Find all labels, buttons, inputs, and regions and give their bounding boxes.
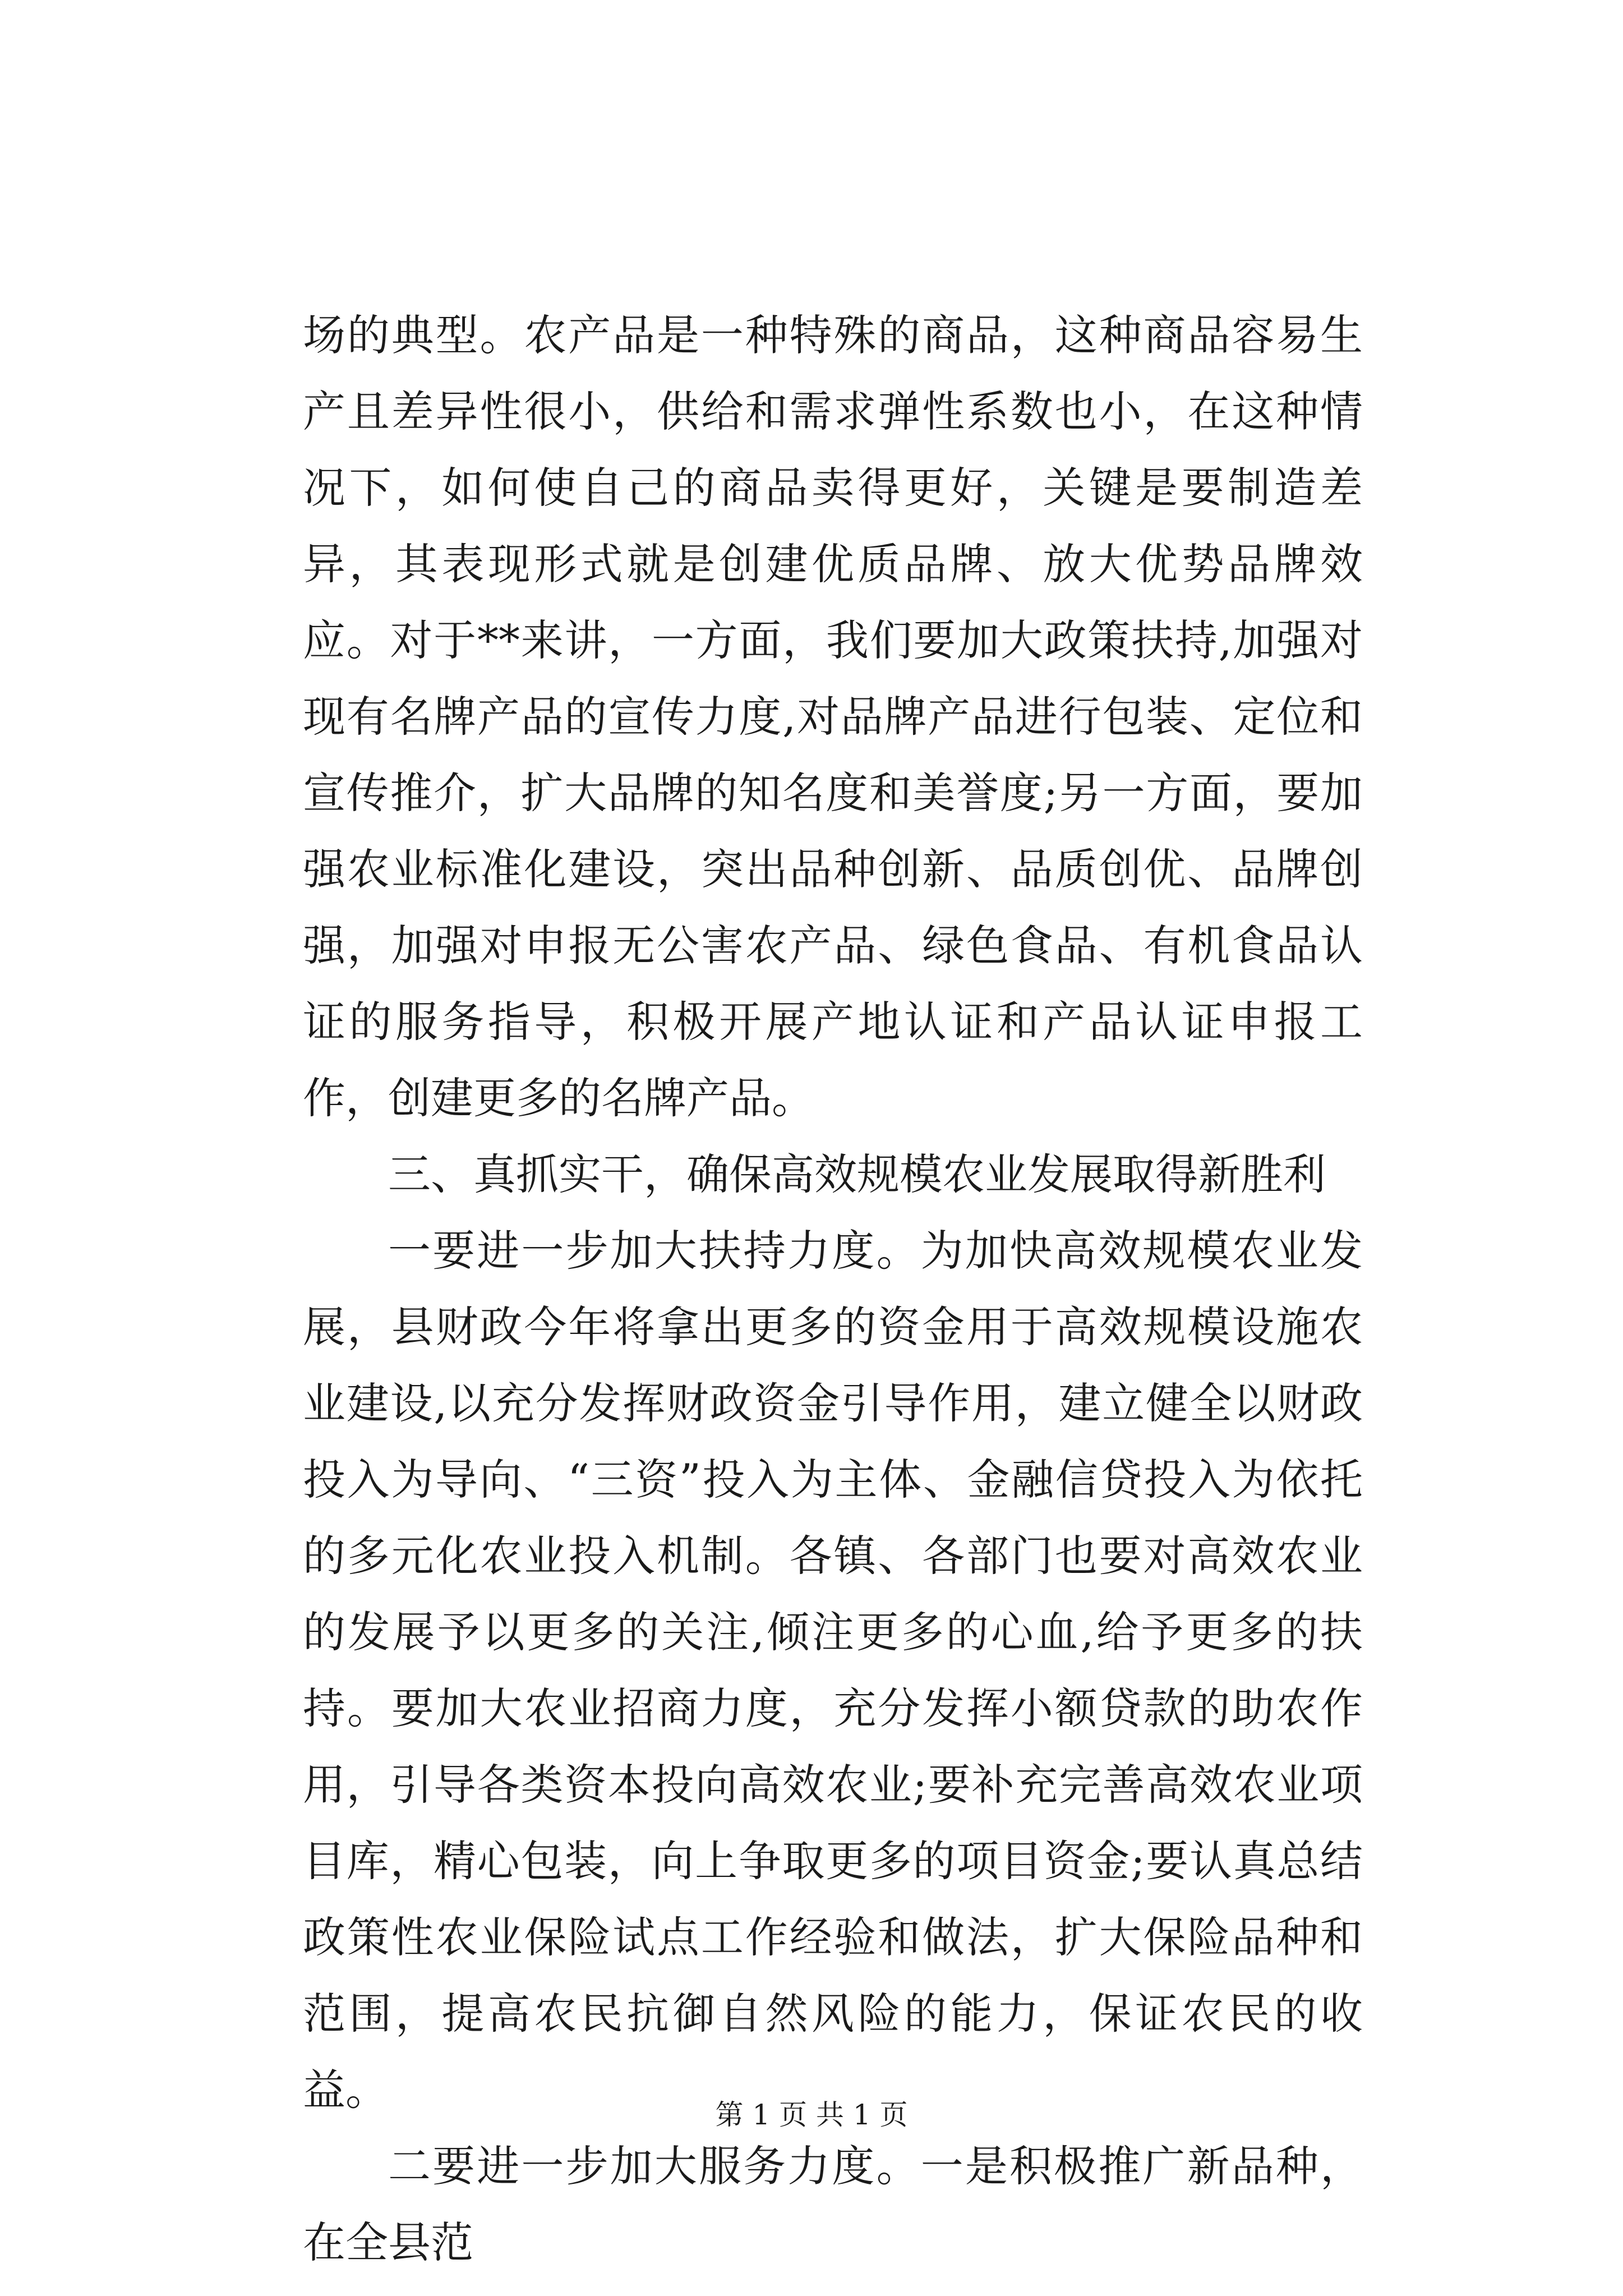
section-heading-three: 三、真抓实干，确保高效规模农业发展取得新胜利 (388, 1149, 1326, 1199)
document-body (303, 297, 1363, 2281)
paragraph-service-strength: 二要进一步加大服务力度。一是积极推广新品种，在全县范 (303, 2141, 1363, 2267)
paragraph-support-strength: 一要进一步加大扶持力度。为加快高效规模农业发展，县财政今年将拿出更多的资金用于高效规模设施农业建设,以充分发挥财政资金引导作用，建立健全以财政投入为导向、“三资”投入为主体、金融信贷投入为依托的多元化农业投入机制。各镇、各部门也要对高效农业的发展予以更多的关注,倾注更多的心血,给予更多的扶持。要加大农业招商力度，充分发挥小额贷款的助农作用，引导各类资本投向高效农业;要补充完善高效农业项目库，精心包装，向上争取更多的项目资金;要认真总结政策性农业保险试点工作经验和做法，扩大保险品种和范围，提高农民抗御自然风险的能力，保证农民的收益。 (303, 1226, 1363, 2115)
page-footer: 第 1 页 共 1 页 (715, 2099, 908, 2131)
paragraph-brand-strategy: 场的典型。农产品是一种特殊的商品，这种商品容易生产且差异性很小，供给和需求弹性系数也小，在这种情况下，如何使自己的商品卖得更好，关键是要制造差异，其表现形式就是创建优质品牌、放大优势品牌效应。对于**来讲，一方面，我们要加大政策扶持,加强对现有名牌产品的宣传力度,对品牌产品进行包装、定位和宣传推介，扩大品牌的知名度和美誉度;另一方面，要加强农业标准化建设，突出品种创新、品质创优、品牌创强，加强对申报无公害农产品、绿色食品、有机食品认证的服务指导，积极开展产地认证和产品认证申报工作，创建更多的名牌产品。 (303, 310, 1363, 1123)
